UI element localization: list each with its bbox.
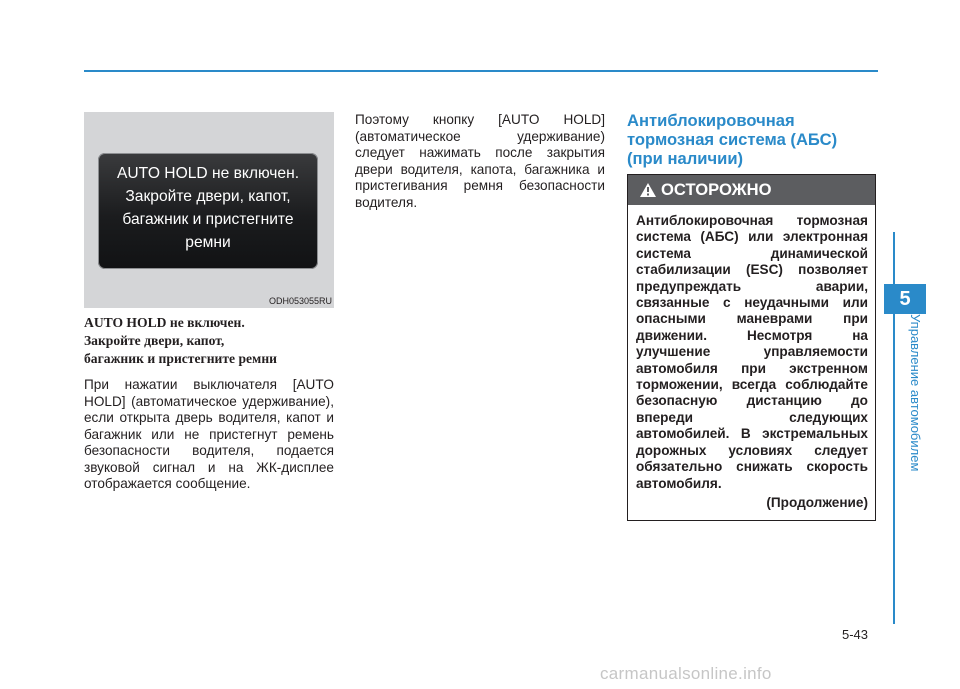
screen-line: багажник и пристегните bbox=[122, 211, 294, 228]
warning-triangle-icon bbox=[640, 183, 656, 197]
watermark: carmanualsonline.info bbox=[600, 664, 772, 683]
body-paragraph: Поэтому кнопку [AUTO HOLD] (автоматическое удерживание) следует нажимать после закрытия двери водителя, капота, багажника и пристегивания ремня безопасности водителя. bbox=[355, 112, 605, 210]
figure-code: ODH053055RU bbox=[268, 296, 332, 306]
section-title-line: тормозная система (АБС) bbox=[627, 130, 838, 149]
section-title-line: (при наличии) bbox=[627, 149, 744, 168]
caption-line: багажник и пристегните ремни bbox=[84, 351, 277, 366]
continued-label: (Продолжение) bbox=[766, 495, 868, 510]
figure-caption bbox=[84, 314, 334, 368]
chapter-title: Управление автомобилем bbox=[908, 314, 923, 472]
section-title bbox=[627, 111, 887, 168]
page-number: 5-43 bbox=[842, 627, 869, 642]
warning-box bbox=[627, 174, 876, 521]
screen-line: AUTO HOLD не включен. bbox=[116, 165, 300, 182]
warning-text: Антиблокировочная тормозная система (АБС) или электронная система динамической стабилизации (ESC) позволяет предупреждать аварии, связанные с неудачными или опасными маневрами при движении. Несмотря на улучшение управляемости автомобиля при экстренном торможении, всегда соблюдайте безопасную дистанцию до впереди следующих автомобилей. В экстремальных дорожных условиях следует обязательно снижать скорость автомобиля. bbox=[636, 213, 868, 491]
screen-line: ремни bbox=[185, 234, 231, 251]
chapter-number-tab: 5 bbox=[884, 284, 926, 314]
warning-title: ОСТОРОЖНО bbox=[661, 180, 772, 199]
section-title-line: Антиблокировочная bbox=[627, 111, 795, 130]
body-paragraph: При нажатии выключателя [AUTO HOLD] (автоматическое удерживание), если открыта дверь водителя, капот и багажник или не пристегнут ремень безопасности водителя, подается звуковой сигнал и на ЖК-дисплее отображается сообщение. bbox=[84, 377, 334, 491]
lcd-message-screen bbox=[98, 153, 318, 269]
display-figure bbox=[84, 112, 334, 308]
screen-line: Закройте двери, капот, bbox=[125, 188, 291, 205]
header-rule bbox=[84, 70, 878, 72]
caption-line: AUTO HOLD не включен. bbox=[84, 315, 245, 330]
warning-header bbox=[628, 175, 875, 205]
caption-line: Закройте двери, капот, bbox=[84, 333, 225, 348]
